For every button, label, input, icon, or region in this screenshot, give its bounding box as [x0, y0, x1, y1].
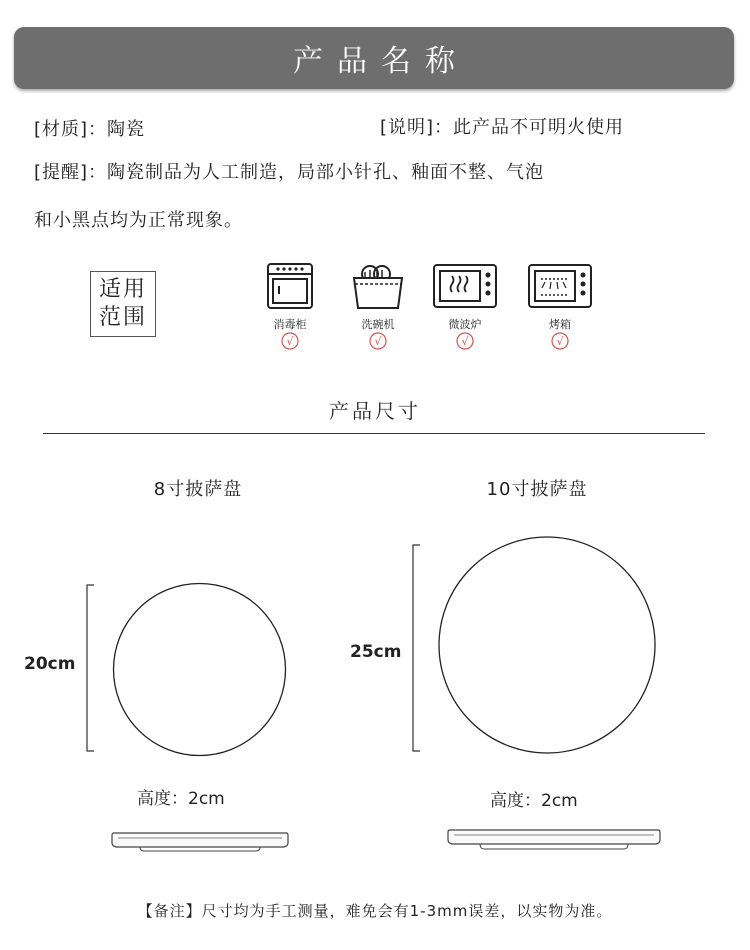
plate-1-name: 8寸披萨盘	[153, 479, 243, 500]
reminder-line-1: [提醒]：陶瓷制品为人工制造，局部小针孔、釉面不整、气泡	[34, 162, 545, 183]
dishwasher-icon	[351, 262, 405, 310]
plate-2-top-view	[437, 535, 657, 755]
svg-text:√: √	[374, 335, 382, 348]
scope-label-line-1: 适用	[98, 277, 147, 302]
plate-1-top-view	[112, 582, 287, 757]
scope-label-line-2: 范围	[98, 305, 147, 330]
plate-2-diameter: 25cm	[350, 642, 402, 662]
appliance-label: 烤箱	[549, 318, 571, 331]
sterilizer-cabinet-icon	[266, 262, 314, 310]
appliance-label: 消毒柜	[273, 318, 307, 331]
appliance-dishwasher	[340, 262, 416, 350]
usage-scope-box	[90, 271, 156, 337]
appliance-microwave	[427, 262, 503, 350]
plate-1-dimension-bracket	[84, 584, 96, 752]
plate-2-height: 高度：2cm	[490, 791, 578, 811]
footnote: 【备注】尺寸均为手工测量，难免会有1-3mm误差，以实物为准。	[137, 902, 613, 920]
svg-text:√: √	[556, 335, 564, 348]
product-name-title: 产品名称	[293, 44, 469, 79]
plate-2-side-view	[446, 829, 662, 853]
check-icon	[551, 332, 569, 350]
plate-2-dimension-bracket	[410, 544, 422, 752]
material-text: [材质]：陶瓷	[34, 119, 146, 140]
svg-text:√: √	[286, 335, 294, 348]
instruction-text: [说明]：此产品不可明火使用	[380, 117, 625, 138]
section-divider	[43, 433, 705, 434]
title-banner	[14, 27, 734, 89]
plate-1-side-view	[110, 832, 290, 854]
microwave-icon	[432, 262, 498, 310]
svg-text:√: √	[461, 335, 469, 348]
plate-1-diameter: 20cm	[24, 654, 76, 674]
check-icon	[369, 332, 387, 350]
check-icon	[456, 332, 474, 350]
plate-2-name: 10寸披萨盘	[486, 479, 588, 500]
oven-icon	[527, 262, 593, 310]
reminder-line-2: 和小黑点均为正常现象。	[34, 210, 243, 231]
plate-1-height: 高度：2cm	[137, 789, 225, 809]
appliance-sterilizer	[252, 262, 328, 350]
appliance-label: 洗碗机	[361, 318, 395, 331]
product-size-title: 产品尺寸	[329, 399, 421, 423]
check-icon	[281, 332, 299, 350]
appliance-oven	[522, 262, 598, 350]
appliance-label: 微波炉	[448, 318, 482, 331]
